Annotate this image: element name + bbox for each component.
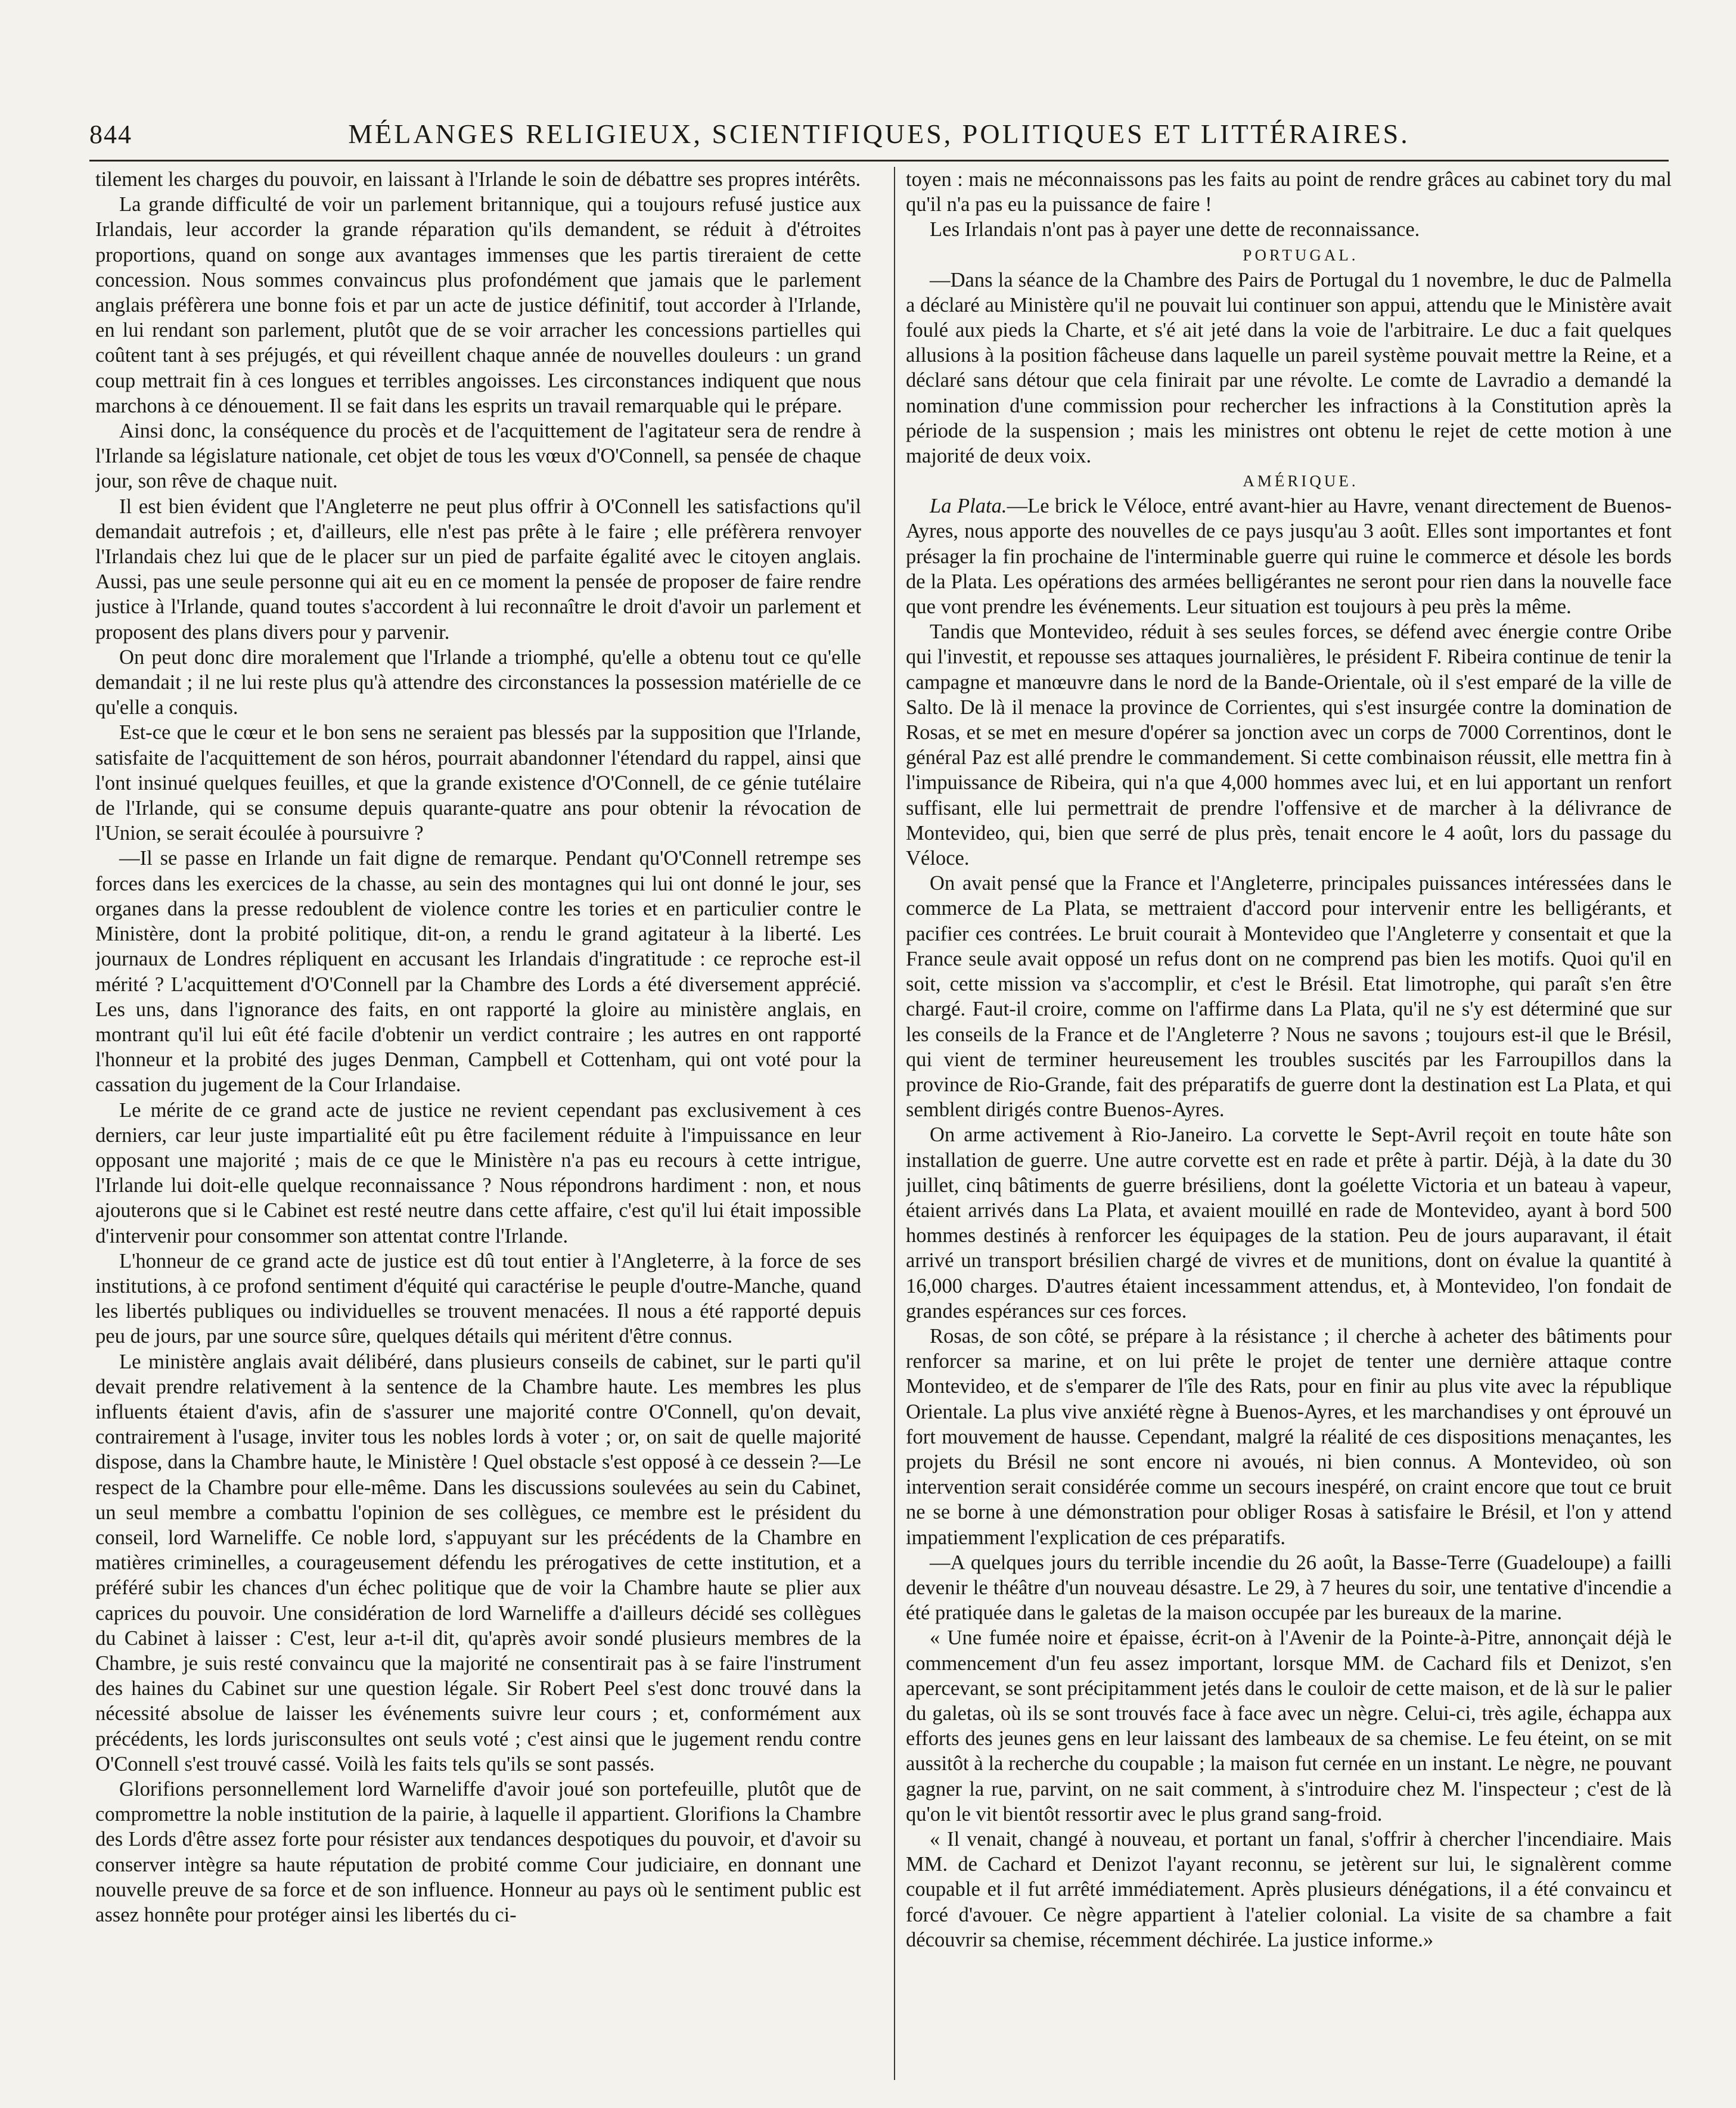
paragraph: « Il venait, changé à nouveau, et portant un fanal, s'offrir à chercher l'incendiaire. Mais MM. de Cachard et Denizot l'ayant reconnu, se jetèrent sur lui, le signalèrent comme coupable et il fut arrêté immédiatement. Après plusieurs dénégations, il a été convaincu et forcé d'avouer. Ce nègre appartient à l'atelier colonial. La visite de sa chambre a fait découvrir sa chemise, récemment déchirée. La justice informe.» (906, 1828, 1672, 1951)
paragraph: Glorifions personnellement lord Warneliffe d'avoir joué son portefeuille, plutôt que de compromettre la noble institution de la pairie, à laquelle il appartient. Glorifions la Chambre des Lords d'être assez forte pour résister aux tendances despotiques du pouvoir, et d'avoir su conserver intègre sa haute réputation de probité comme Cour judiciaire, en donnant une nouvelle preuve de sa force et de son influence. Honneur au pays où le sentiment public est assez honnête pour protéger ainsi les libertés du ci- (95, 1778, 861, 1927)
paragraph: On peut donc dire moralement que l'Irlande a triomphé, qu'elle a obtenu tout ce qu'elle demandait ; il ne lui reste plus qu'à attendre des circonstances la possession matérielle de ce qu'elle a conquis. (95, 645, 861, 719)
paragraph: Ainsi donc, la conséquence du procès et de l'acquittement de l'agitateur sera de rendre à l'Irlande sa législature nationale, cet objet de tous les vœux d'O'Connell, sa pensée de chaque jour, son rêve de chaque nuit. (95, 420, 861, 493)
right-column (906, 167, 1672, 2074)
paragraph: —A quelques jours du terrible incendie du 26 août, la Basse-Terre (Guadeloupe) a failli devenir le théâtre d'un nouveau désastre. Le 29, à 7 heures du soir, une tentative d'incendie a été pratiquée dans le galetas de la maison occupée par les bureaux de la marine. (906, 1551, 1672, 1625)
paragraph: On arme activement à Rio-Janeiro. La corvette le Sept-Avril reçoit en toute hâte son installation de guerre. Une autre corvette est en rade et prête à partir. Déjà, à la date du 30 juillet, cinq bâtiments de guerre brésiliens, dont la goélette Victoria et un bateau à vapeur, étaient arrivés dans La Plata, et avaient mouillé en rade de Montevideo, ayant à bord 500 hommes destinés à renforcer les équipages de la station. Peu de jours auparavant, il était arrivé un transport brésilien chargé de vivres et de munitions, dont on évalue la quantité à 16,000 charges. D'autres étaient incessamment attendus, et, à Montevideo, l'on fondait de grandes espérances sur ces forces. (906, 1123, 1672, 1322)
paragraph: Il est bien évident que l'Angleterre ne peut plus offrir à O'Connell les satisfactions qu'il demandait autrefois ; et, d'ailleurs, elle n'est pas prête à le faire ; elle préfèrera renvoyer l'Irlandais chez lui que de le placer sur un pied de parfaite égalité avec le citoyen anglais. Aussi, pas une seule personne qui ait eu en ce moment la pensée de proposer de faire rendre justice à l'Irlande, quand toutes s'accordent à lui reconnaître le droit d'avoir un parlement et proposent des plans divers pour y parvenir. (95, 495, 861, 644)
section-heading-amerique: AMÉRIQUE. (1243, 472, 1359, 490)
paragraph: Les Irlandais n'ont pas à payer une dette de reconnaissance. (930, 218, 1420, 241)
paragraph: —Il se passe en Irlande un fait digne de remarque. Pendant qu'O'Connell retrempe ses forces dans les exercices de la chasse, au sein des montagnes qui lui ont donné le jour, ses organes dans la presse redoublent de violence contre les tories et en particulier contre le Ministère, dont la probité politique, dit-on, a rendu le grand agitateur à la liberté. Les journaux de Londres répliquent en accusant les Irlandais d'ingratitude : ce reproche est-il mérité ? L'acquittement d'O'Connell par la Chambre des Lords a été diversement apprécié. Les uns, dans l'ignorance des faits, en ont rapporté la gloire au ministère anglais, en montrant qu'il lui eût été facile d'obtenir un verdict contraire ; les autres en ont rapporté l'honneur et la probité des juges Denman, Campbell et Cottenham, qui ont voté pour la cassation du jugement de la Cour Irlandaise. (95, 847, 861, 1097)
paragraph: —Dans la séance de la Chambre des Pairs de Portugal du 1 novembre, le duc de Palmella a déclaré au Ministère qu'il ne pouvait lui continuer son appui, attendu que le Ministère avait foulé aux pieds la Charte, et s'é ait jeté dans la voie de l'arbitraire. Le duc a fait quelques allusions à la position fâcheuse dans laquelle un pareil système pouvait mettre la Reine, et a déclaré sans détour que cela finirait par une révolte. Le comte de Lavradio a demandé la nomination d'une commission pour rechercher les infractions à la Constitution après la période de la suspension ; mais les ministres ont obtenu le rejet de cette motion à une majorité de deux voix. (906, 268, 1672, 468)
paragraph: « Une fumée noire et épaisse, écrit-on à l'Avenir de la Pointe-à-Pitre, annonçait déjà le commencement d'un feu assez important, lorsque MM. de Cachard fils et Denizot, s'en apercevant, se sont précipitamment jetés dans le couloir de cette maison, et de là sur le palier du galetas, où ils se sont trouvés face à face avec un nègre. Celui-ci, très agile, échappa aux efforts des jeunes gens en leur laissant des lambeaux de sa chemise. Le feu éteint, on se mit aussitôt à la recherche du coupable ; la maison fut cernée en un instant. Le nègre, ne pouvant gagner la rue, parvint, on ne sait comment, à s'introduire chez M. l'inspecteur ; c'est de là qu'on le vit bientôt ressortir avec le plus grand sang-froid. (906, 1626, 1672, 1826)
page-number: 844 (89, 120, 132, 149)
paragraph: tilement les charges du pouvoir, en laissant à l'Irlande le soin de débattre ses propres intérêts. (95, 168, 861, 191)
paragraph: La grande difficulté de voir un parlement britannique, qui a toujours refusé justice aux Irlandais, leur accorder la grande réparation qu'ils demandent, se réduit à d'étroites proportions, quand on songe aux avantages immenses que les partis tireraient de cette concession. Nous sommes convaincus plus profondément que jamais que le parlement anglais préfèrera une bonne fois et par un acte de justice définitif, tout accorder à l'Irlande, en lui rendant son parlement, plutôt que de se voir arracher les concessions partielles qui coûtent tant à ses préjugés, et qui réveillent chaque année de nouvelles douleurs : un grand coup mettrait fin à ces longues et terribles angoisses. Les circonstances indiquent que nous marchons à ce dénouement. Il se fait dans les esprits un travail remarquable qui le prépare. (95, 193, 861, 417)
paragraph: Le mérite de ce grand acte de justice ne revient cependant pas exclusivement à ces derniers, car leur juste impartialité eût pu être facilement réduite à l'impuissance en leur opposant une majorité ; mais de ce que le Ministère n'a pas eu recours à cette intrigue, l'Irlande lui doit-elle quelque reconnaissance ? Nous répondrons hardiment : non, et nous ajouterons que si le Cabinet est resté neutre dans cette affaire, c'est qu'il lui était impossible d'intervenir pour consommer son attentat contre l'Irlande. (95, 1098, 861, 1247)
paragraph: Tandis que Montevideo, réduit à ses seules forces, se défend avec énergie contre Oribe qui l'investit, et repousse ses attaques journalières, le président F. Ribeira continue de tenir la campagne et manœuvre dans le nord de la Bande-Orientale, où il s'est emparé de la ville de Salto. De là il menace la province de Corrientes, qui s'est insurgée contre la domination de Rosas, et se met en mesure d'opérer sa jonction avec un corps de 7000 Correntinos, dont le général Paz est allé prendre le commandement. Si cette combinaison réussit, elle mettra fin à l'impuissance de Ribeira, qui n'a que 4,000 hommes avec lui, et en lui apportant un renfort suffisant, elle lui permettrait de prendre l'offensive et de marcher à la délivrance de Montevideo, qui, bien que serré de plus près, tenait encore le 4 août, lors du passage du Véloce. (906, 620, 1672, 870)
page-header (89, 113, 1669, 155)
la-plata-text: —Le brick le Véloce, entré avant-hier au Havre, venant directement de Buenos-Ayres, nous apporte des nouvelles de ce pays jusqu'au 3 août. Elles sont importantes et font présager la fin prochaine de l'interminable guerre qui ruine le commerce et désole les bords de la Plata. Les opérations des armées belligérantes ne seront pour rien dans la nouvelle face que vont prendre les événements. Leur situation est toujours à peu près la même. (906, 495, 1672, 619)
column-divider (894, 167, 895, 2080)
paragraph: L'honneur de ce grand acte de justice est dû tout entier à l'Angleterre, à la force de ses institutions, à ce profond sentiment d'équité qui caractérise le peuple d'outre-Manche, quand les libertés publiques ou individuelles se trouvent menacées. Il nous a été rapporté depuis peu de jours, par une source sûre, quelques détails qui méritent d'être connus. (95, 1249, 861, 1348)
paragraph: toyen : mais ne méconnaissons pas les faits au point de rendre grâces au cabinet tory du mal qu'il n'a pas eu la puissance de faire ! (906, 168, 1672, 216)
paragraph: Est-ce que le cœur et le bon sens ne seraient pas blessés par la supposition que l'Irlande, satisfaite de l'acquittement de son héros, pourrait abandonner l'étendard du rappel, ainsi que l'ont insinué quelques feuilles, et que la grande existence d'O'Connell, de ce génie tutélaire de l'Irlande, qui se consume depuis quarante-quatre ans pour obtenir la révocation de l'Union, se serait écoulée à poursuivre ? (95, 721, 861, 845)
header-rule (89, 160, 1669, 162)
left-column (95, 167, 861, 2074)
paragraph: Le ministère anglais avait délibéré, dans plusieurs conseils de cabinet, sur le parti qu'il devait prendre relativement à la sentence de la Chambre haute. Les membres les plus influents étaient d'avis, afin de s'assurer une majorité contre O'Connell, qu'on devait, contrairement à l'usage, inviter tous les nobles lords à voter ; or, on sait de quelle majorité dispose, dans la Chambre haute, le Ministère ! Quel obstacle s'est opposé à ce dessein ?—Le respect de la Chambre pour elle-même. Dans les discussions soulevées au sein du Cabinet, un seul membre a combattu l'opinion de ses collègues, ce membre est le président du conseil, lord Warneliffe. Ce noble lord, s'appuyant sur les précédents de la Chambre en matières criminelles, a courageusement défendu les prérogatives de cette institution, et a préféré subir les chances d'un échec politique que de voir la Chambre haute se plier aux caprices du pouvoir. Une considération de lord Warneliffe a d'ailleurs décidé ses collègues du Cabinet à laisser : C'est, leur a-t-il dit, qu'après avoir sondé plusieurs membres de la Chambre, je suis resté convaincu que la majorité ne consentirait pas à se faire l'instrument des haines du Cabinet sur une question légale. Sir Robert Peel s'est donc trouvé dans la nécessité absolue de laisser les événements suivre leur cours ; et, conformément aux précédents, les lords jurisconsultes ont seuls voté ; c'est ainsi que le jugement rendu contre O'Connell s'est trouvé cassé. Voilà les faits tels qu'ils se sont passés. (95, 1350, 861, 1775)
running-title: MÉLANGES RELIGIEUX, SCIENTIFIQUES, POLITIQUES ET LITTÉRAIRES. (348, 119, 1410, 149)
la-plata-lead: La Plata. (930, 495, 1007, 518)
paragraph: Rosas, de son côté, se prépare à la résistance ; il cherche à acheter des bâtiments pour renforcer sa marine, et on lui prête le projet de tenter une dernière attaque contre Montevideo, et de s'emparer de l'île des Rats, pour en finir au plus vite avec la république Orientale. La plus vive anxiété règne à Buenos-Ayres, et les marchandises y ont éprouvé un fort mouvement de hausse. Cependant, malgré la réalité de ces dispositions menaçantes, les projets du Brésil ne sont encore ni avoués, ni bien connus. A Montevideo, où son intervention serait considérée comme un secours inespéré, on craint encore que tout ce bruit ne se borne à une démonstration pour obliger Rosas à satisfaire le Brésil, et l'on y attend impatiemment l'explication de ces préparatifs. (906, 1324, 1672, 1549)
section-heading-portugal: PORTUGAL. (1243, 246, 1359, 264)
paragraph: On avait pensé que la France et l'Angleterre, principales puissances intéressées dans le commerce de La Plata, se mettraient d'accord pour intervenir entre les belligérants, et pacifier ces contrées. Le bruit courait à Montevideo que l'Angleterre y consentait et que la France seule avait opposé un refus dont on ne comprend pas bien les motifs. Quoi qu'il en soit, cette mission va s'accomplir, et c'est le Brésil. Etat limotrophe, qui paraît s'en être chargé. Faut-il croire, comme on l'affirme dans La Plata, qu'il ne s'y est déterminé que sur les conseils de la France et de l'Angleterre ? Nous ne savons ; toujours est-il que le Brésil, qui vient de terminer heureusement les troubles suscités par les Farroupillos dans la province de Rio-Grande, fait des préparatifs de guerre dont la destination est La Plata, et qui semblent dirigés contre Buenos-Ayres. (906, 872, 1672, 1122)
paragraph-la-plata (906, 493, 1672, 619)
